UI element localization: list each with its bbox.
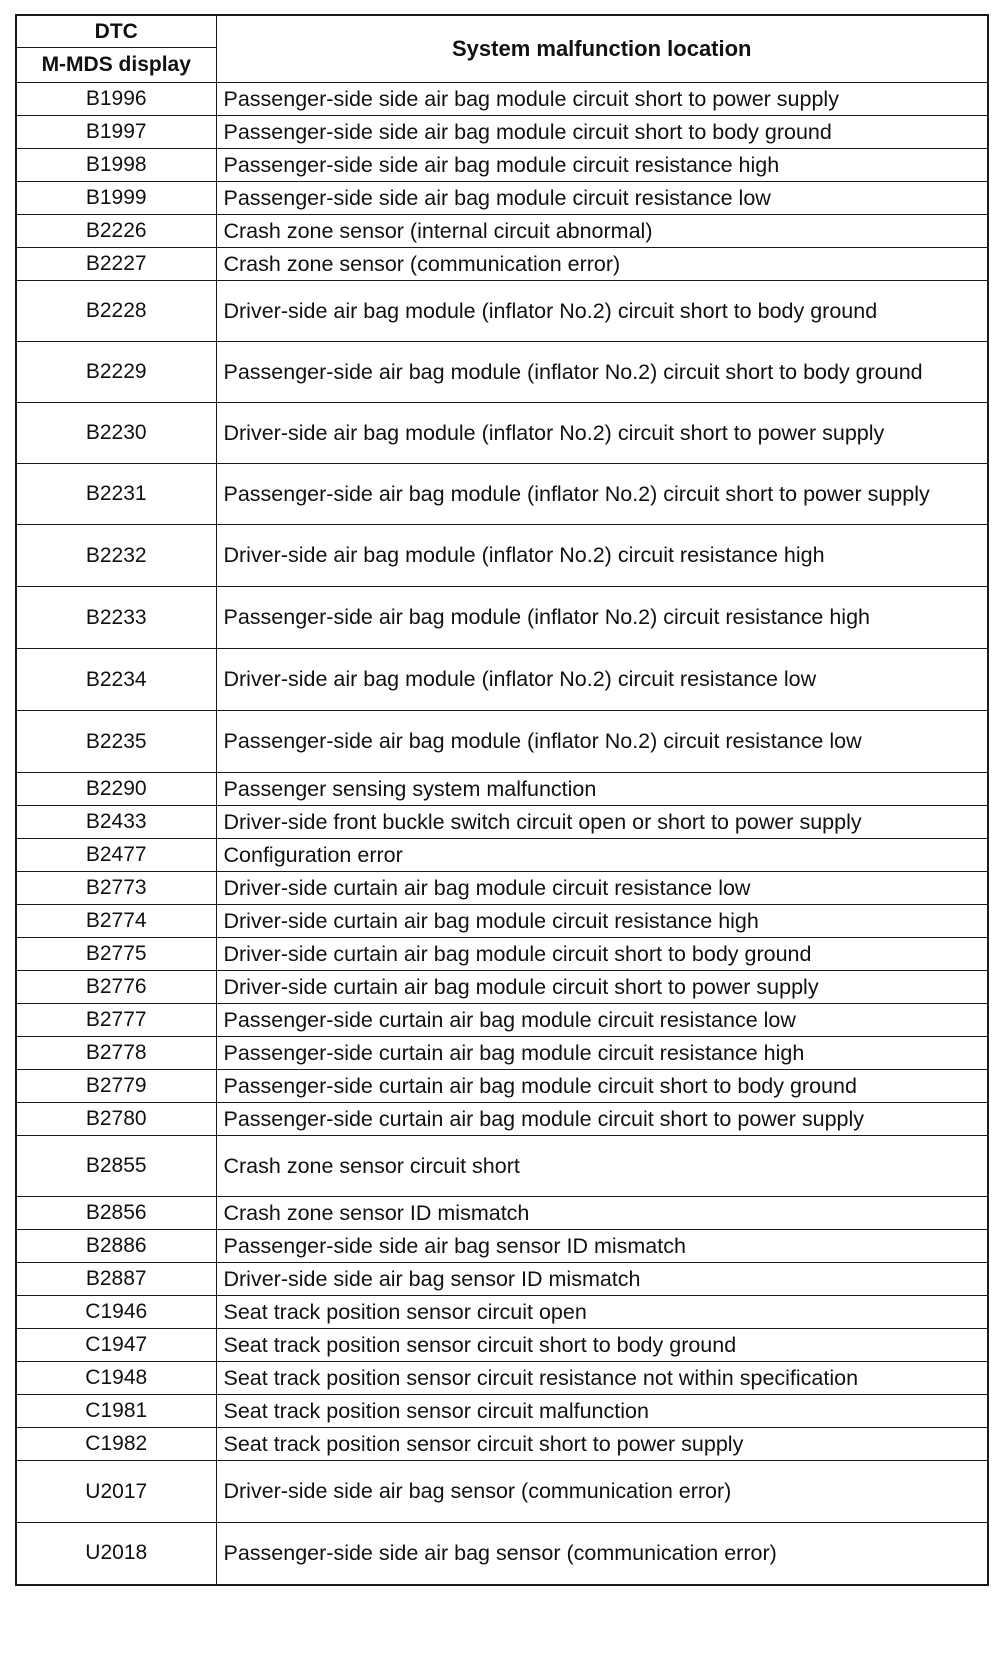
malfunction-location: Driver-side curtain air bag module circuit short to power supply (216, 971, 988, 1004)
malfunction-location: Seat track position sensor circuit resistance not within specification (216, 1362, 988, 1395)
dtc-code: B2231 (16, 464, 216, 525)
malfunction-location: Seat track position sensor circuit malfunction (216, 1395, 988, 1428)
table-row (16, 1004, 988, 1037)
dtc-code: U2018 (16, 1523, 216, 1585)
malfunction-location: Passenger-side side air bag module circuit resistance high (216, 149, 988, 182)
dtc-code: C1946 (16, 1296, 216, 1329)
dtc-code: U2017 (16, 1461, 216, 1523)
malfunction-location: Passenger-side side air bag module circuit resistance low (216, 182, 988, 215)
table-row (16, 1103, 988, 1136)
malfunction-location: Driver-side curtain air bag module circuit resistance high (216, 905, 988, 938)
malfunction-location: Driver-side front buckle switch circuit open or short to power supply (216, 806, 988, 839)
malfunction-location: Driver-side curtain air bag module circuit short to body ground (216, 938, 988, 971)
malfunction-location: Passenger-side air bag module (inflator No.2) circuit resistance high (216, 587, 988, 649)
dtc-code: B2226 (16, 215, 216, 248)
table-row (16, 971, 988, 1004)
table-row (16, 587, 988, 649)
table-row (16, 525, 988, 587)
table-row (16, 1329, 988, 1362)
table-row (16, 773, 988, 806)
dtc-code: B2230 (16, 403, 216, 464)
header-location: System malfunction location (216, 15, 988, 83)
table-row (16, 839, 988, 872)
dtc-code: B2773 (16, 872, 216, 905)
table-row (16, 1136, 988, 1197)
dtc-code: B2229 (16, 342, 216, 403)
dtc-code: B1998 (16, 149, 216, 182)
malfunction-location: Passenger-side air bag module (inflator No.2) circuit short to power supply (216, 464, 988, 525)
dtc-code: C1948 (16, 1362, 216, 1395)
malfunction-location: Passenger-side side air bag module circuit short to power supply (216, 83, 988, 116)
table-row (16, 806, 988, 839)
malfunction-location: Crash zone sensor (internal circuit abnormal) (216, 215, 988, 248)
malfunction-location: Passenger-side side air bag sensor ID mismatch (216, 1230, 988, 1263)
dtc-code: B2886 (16, 1230, 216, 1263)
dtc-code: B2227 (16, 248, 216, 281)
table-row (16, 1070, 988, 1103)
malfunction-location: Passenger-side curtain air bag module circuit resistance low (216, 1004, 988, 1037)
table-row (16, 905, 988, 938)
table-row (16, 248, 988, 281)
dtc-code: B2233 (16, 587, 216, 649)
malfunction-location: Seat track position sensor circuit open (216, 1296, 988, 1329)
malfunction-location: Passenger-side air bag module (inflator No.2) circuit resistance low (216, 711, 988, 773)
dtc-code: C1981 (16, 1395, 216, 1428)
table-row (16, 1523, 988, 1585)
malfunction-location: Passenger-side side air bag module circuit short to body ground (216, 116, 988, 149)
dtc-code: B2780 (16, 1103, 216, 1136)
dtc-code: B2778 (16, 1037, 216, 1070)
table-row (16, 116, 988, 149)
malfunction-location: Passenger sensing system malfunction (216, 773, 988, 806)
table-row (16, 1263, 988, 1296)
table-row (16, 342, 988, 403)
header-row-top (16, 15, 988, 48)
table-row (16, 649, 988, 711)
table-row (16, 711, 988, 773)
dtc-code: C1947 (16, 1329, 216, 1362)
dtc-table (15, 14, 989, 1586)
malfunction-location: Passenger-side air bag module (inflator No.2) circuit short to body ground (216, 342, 988, 403)
dtc-code: B2777 (16, 1004, 216, 1037)
dtc-code: B2433 (16, 806, 216, 839)
dtc-code: B2235 (16, 711, 216, 773)
table-row (16, 182, 988, 215)
dtc-code: B2779 (16, 1070, 216, 1103)
malfunction-location: Driver-side curtain air bag module circuit resistance low (216, 872, 988, 905)
dtc-code: C1982 (16, 1428, 216, 1461)
malfunction-location: Driver-side air bag module (inflator No.2) circuit resistance high (216, 525, 988, 587)
table-row (16, 149, 988, 182)
table-row (16, 83, 988, 116)
malfunction-location: Driver-side air bag module (inflator No.2) circuit short to power supply (216, 403, 988, 464)
malfunction-location: Driver-side air bag module (inflator No.2) circuit resistance low (216, 649, 988, 711)
malfunction-location: Crash zone sensor (communication error) (216, 248, 988, 281)
table-row (16, 215, 988, 248)
dtc-code: B2234 (16, 649, 216, 711)
dtc-code: B2477 (16, 839, 216, 872)
table-row (16, 1296, 988, 1329)
table-row (16, 872, 988, 905)
malfunction-location: Passenger-side side air bag sensor (communication error) (216, 1523, 988, 1585)
table-row (16, 1461, 988, 1523)
malfunction-location: Driver-side air bag module (inflator No.2) circuit short to body ground (216, 281, 988, 342)
malfunction-location: Seat track position sensor circuit short to body ground (216, 1329, 988, 1362)
table-row (16, 464, 988, 525)
dtc-code: B2290 (16, 773, 216, 806)
dtc-code: B2887 (16, 1263, 216, 1296)
table-row (16, 403, 988, 464)
dtc-code: B2855 (16, 1136, 216, 1197)
header-display: M-MDS display (16, 48, 216, 83)
table-row (16, 1037, 988, 1070)
malfunction-location: Crash zone sensor ID mismatch (216, 1197, 988, 1230)
dtc-code: B2232 (16, 525, 216, 587)
table-row (16, 938, 988, 971)
malfunction-location: Driver-side side air bag sensor (communication error) (216, 1461, 988, 1523)
malfunction-location: Driver-side side air bag sensor ID mismatch (216, 1263, 988, 1296)
table-row (16, 281, 988, 342)
table-row (16, 1197, 988, 1230)
table-row (16, 1428, 988, 1461)
dtc-code: B2776 (16, 971, 216, 1004)
malfunction-location: Seat track position sensor circuit short to power supply (216, 1428, 988, 1461)
malfunction-location: Passenger-side curtain air bag module circuit resistance high (216, 1037, 988, 1070)
table-row (16, 1230, 988, 1263)
table-row (16, 1362, 988, 1395)
dtc-code: B1997 (16, 116, 216, 149)
malfunction-location: Passenger-side curtain air bag module circuit short to power supply (216, 1103, 988, 1136)
malfunction-location: Crash zone sensor circuit short (216, 1136, 988, 1197)
dtc-code: B2228 (16, 281, 216, 342)
dtc-code: B2856 (16, 1197, 216, 1230)
malfunction-location: Passenger-side curtain air bag module circuit short to body ground (216, 1070, 988, 1103)
dtc-code: B1996 (16, 83, 216, 116)
malfunction-location: Configuration error (216, 839, 988, 872)
dtc-code: B2774 (16, 905, 216, 938)
header-dtc: DTC (16, 15, 216, 48)
table-row (16, 1395, 988, 1428)
dtc-code: B2775 (16, 938, 216, 971)
dtc-code: B1999 (16, 182, 216, 215)
